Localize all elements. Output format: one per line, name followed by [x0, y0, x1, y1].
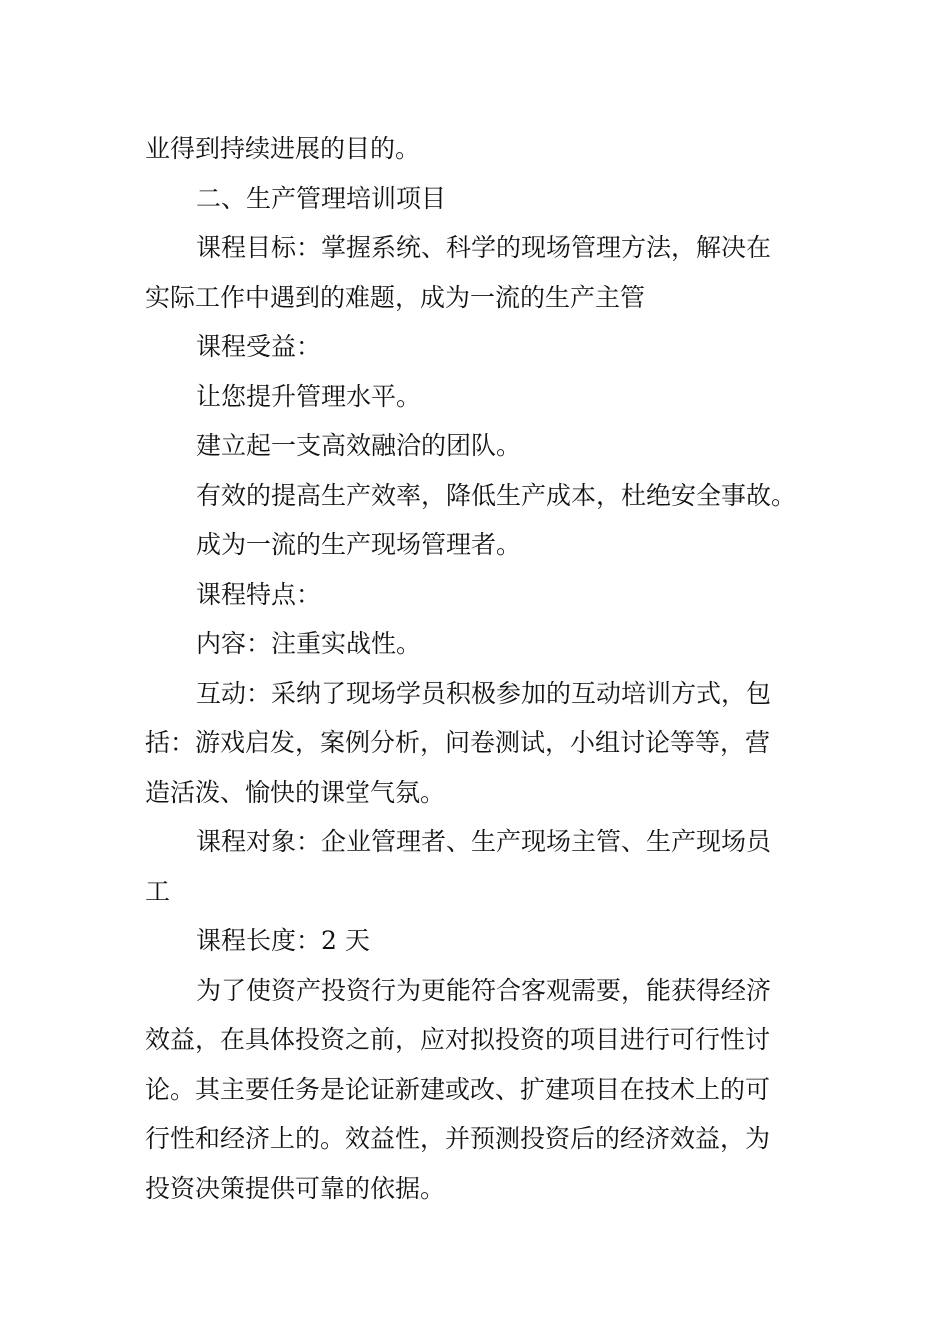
- text-line: 课程受益：: [196, 332, 322, 361]
- text-line: 课程特点：: [196, 579, 322, 609]
- text-line: 投资决策提供可靠的依据。: [145, 1173, 446, 1203]
- text-line: 课程目标：掌握系统、科学的现场管理方法，解决在: [196, 233, 772, 262]
- text-line: 造活泼、愉快的课堂气氛。: [145, 777, 446, 807]
- text-line: 工: [145, 876, 171, 906]
- text-line: 互动：采纳了现场学员积极参加的互动培训方式，包: [196, 678, 772, 708]
- text-line: 业得到持续进展的目的。: [145, 134, 421, 163]
- text-line: 括：游戏启发，案例分析，问卷测试，小组讨论等等，营: [145, 728, 771, 757]
- text-line: 有效的提高生产效率，降低生产成本，杜绝安全事故。: [196, 480, 797, 510]
- text-line: 课程对象：企业管理者、生产现场主管、生产现场员: [196, 827, 772, 856]
- document-body: [145, 124, 809, 1213]
- section-heading: 二、生产管理培训项目: [196, 183, 447, 213]
- text-line: 建立起一支高效融洽的团队。: [196, 431, 522, 460]
- text-line: 行性和经济上的。效益性，并预测投资后的经济效益，为: [145, 1124, 771, 1153]
- text-line: 实际工作中遇到的难题，成为一流的生产主管: [145, 282, 646, 312]
- text-line: 为了使资产投资行为更能符合客观需要，能获得经济: [196, 975, 772, 1005]
- text-line: 让您提升管理水平。: [196, 381, 422, 411]
- text-line: 效益，在具体投资之前，应对拟投资的项目进行可行性讨: [145, 1025, 771, 1054]
- text-line: 成为一流的生产现场管理者。: [196, 530, 522, 559]
- text-line: 内容：注重实战性。: [196, 629, 422, 658]
- text-line: 课程长度：2 天: [196, 926, 370, 955]
- text-line: 论。其主要任务是论证新建或改、扩建项目在技术上的可: [145, 1074, 771, 1104]
